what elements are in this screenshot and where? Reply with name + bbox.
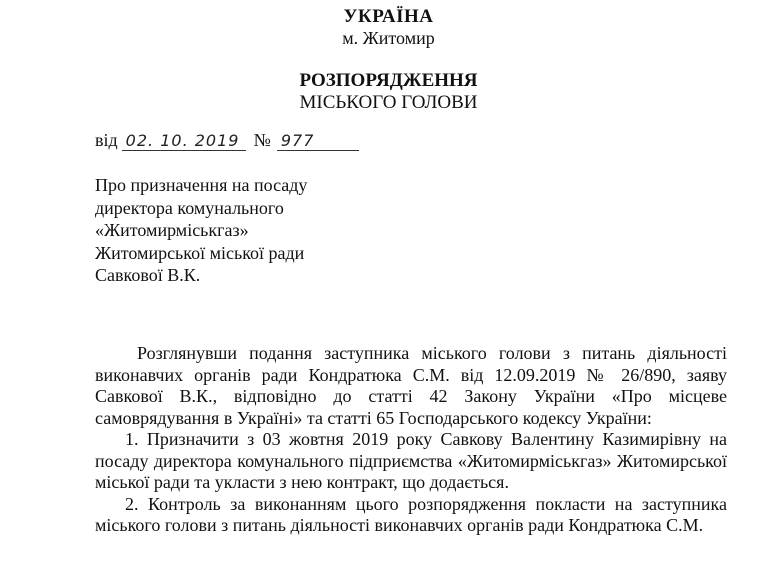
city-heading: м. Житомир: [342, 28, 435, 48]
document-type-title: РОЗПОРЯДЖЕННЯ: [299, 70, 478, 91]
document-subtitle: МІСЬКОГО ГОЛОВИ: [299, 92, 478, 113]
subject-line: «Житомирміськгаз»: [95, 220, 249, 240]
subject-line: директора комунального: [95, 197, 284, 218]
item-1-paragraph: 1. Призначити з 03 жовтня 2019 року Савкову Валентину Казимирівну на посаду директора комунального підприємства «Житомирміськгаз» Житомирської міської ради та укласти з нею контракт, що додається.: [95, 429, 727, 492]
document-body: [95, 343, 727, 537]
subject-block: [95, 174, 385, 287]
date-label: від: [95, 130, 118, 150]
subject-line: Про призначення на посаду: [95, 175, 308, 195]
preamble-paragraph: Розглянувши подання заступника міського голови з питань діяльності виконавчих органів ради Кондратюка С.М. від 12.09.2019 № 26/890, заяву Савкової В.К., відповідно до статті 42 Закону України «Про місцеве самоврядування в Україні» та статті 65 Господарського кодексу України:: [95, 343, 727, 428]
country-heading: УКРАЇНА: [343, 6, 434, 27]
subject-line: Савкової В.К.: [95, 265, 201, 285]
number-label: №: [253, 130, 271, 150]
number-handwritten: 977: [277, 132, 359, 151]
subject-line: Житомирської міської ради: [95, 242, 305, 263]
reference-line: [95, 130, 359, 151]
item-2-paragraph: 2. Контроль за виконанням цього розпорядження покласти на заступника міського голови з питань діяльності виконавчих органів ради Кондратюка С.М.: [95, 493, 727, 535]
date-handwritten: 02. 10. 2019: [122, 132, 246, 151]
